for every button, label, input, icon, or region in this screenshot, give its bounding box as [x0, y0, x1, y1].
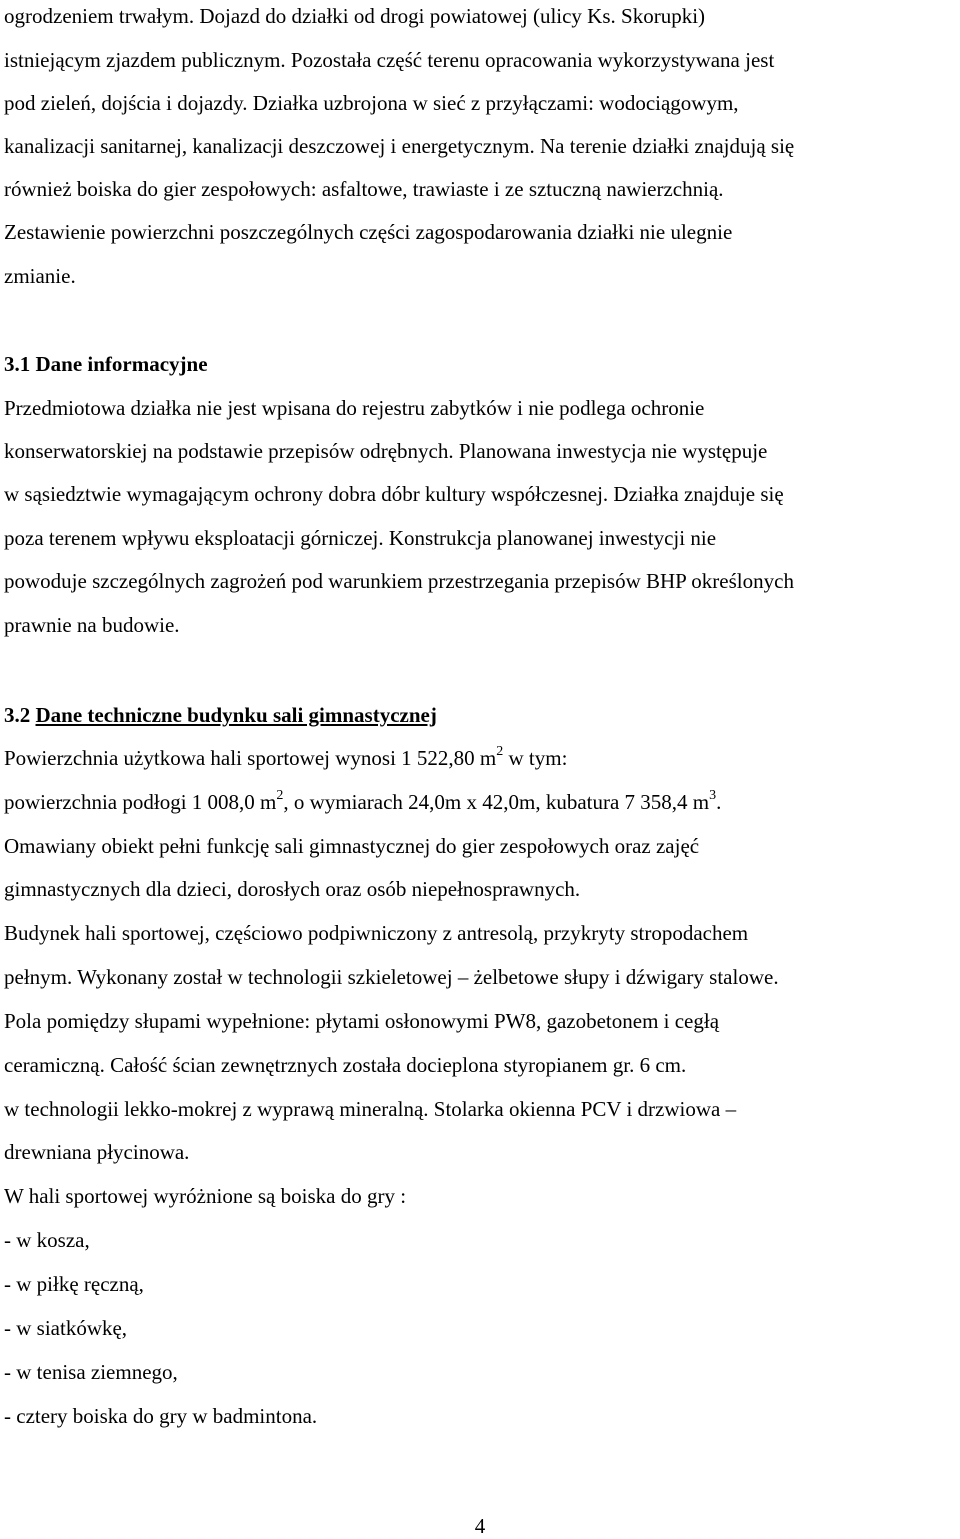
- paragraph-line: pełnym. Wykonany został w technologii szkieletowej – żelbetowe słupy i dźwigary stalowe.: [4, 965, 779, 989]
- paragraph-line: zmianie.: [4, 264, 76, 288]
- page-number: 4: [474, 1514, 486, 1538]
- section-heading: [4, 702, 437, 728]
- paragraph-line: W hali sportowej wyróżnione są boiska do gry :: [4, 1184, 407, 1208]
- floor-text-3: .: [716, 790, 722, 814]
- floor-text-1: powierzchnia podłogi 1 008,0 m: [4, 790, 277, 814]
- heading-number: 3.2: [4, 703, 31, 727]
- paragraph-line: ceramiczną. Całość ścian zewnętrznych została docieplona styropianem gr. 6 cm.: [4, 1053, 687, 1077]
- paragraph-line: drewniana płycinowa.: [4, 1140, 190, 1164]
- list-item: - cztery boiska do gry w badmintona.: [4, 1404, 318, 1428]
- paragraph-line: w technologii lekko-mokrej z wyprawą mineralną. Stolarka okienna PCV i drzwiowa –: [4, 1097, 737, 1121]
- section-heading: 3.1 Dane informacyjne: [4, 352, 208, 376]
- area-line: [4, 745, 567, 771]
- paragraph-line: gimnastycznych dla dzieci, dorosłych oraz osób niepełnosprawnych.: [4, 877, 581, 901]
- paragraph-line: kanalizacji sanitarnej, kanalizacji deszczowej i energetycznym. Na terenie działki znajdują się: [4, 134, 795, 158]
- superscript: 2: [276, 788, 284, 803]
- paragraph-line: prawnie na budowie.: [4, 613, 180, 637]
- paragraph-line: istniejącym zjazdem publicznym. Pozostała część terenu opracowania wykorzystywana jest: [4, 48, 775, 72]
- paragraph-line: poza terenem wpływu eksploatacji górniczej. Konstrukcja planowanej inwestycji nie: [4, 526, 717, 550]
- paragraph-line: również boiska do gier zespołowych: asfaltowe, trawiaste i ze sztuczną nawierzchnią.: [4, 177, 724, 201]
- list-item: - w tenisa ziemnego,: [4, 1360, 178, 1384]
- paragraph-line: Omawiany obiekt pełni funkcję sali gimnastycznej do gier zespołowych oraz zajęć: [4, 834, 700, 858]
- superscript: 3: [709, 788, 717, 803]
- paragraph-line: ogrodzeniem trwałym. Dojazd do działki od drogi powiatowej (ulicy Ks. Skorupki): [4, 4, 706, 28]
- paragraph-line: w sąsiedztwie wymagającym ochrony dobra dóbr kultury współczesnej. Działka znajduje się: [4, 482, 784, 506]
- list-item: - w piłkę ręczną,: [4, 1272, 144, 1296]
- floor-text-2: , o wymiarach 24,0m x 42,0m, kubatura 7 358,4 m: [283, 790, 710, 814]
- floor-line: [4, 789, 721, 815]
- paragraph-line: Pola pomiędzy słupami wypełnione: płytami osłonowymi PW8, gazobetonem i cegłą: [4, 1009, 720, 1033]
- area-text: Powierzchnia użytkowa hali sportowej wynosi 1 522,80 m: [4, 746, 497, 770]
- heading-title: Dane techniczne budynku sali gimnastycznej: [35, 703, 437, 727]
- list-item: - w kosza,: [4, 1228, 90, 1252]
- paragraph-line: pod zieleń, dojścia i dojazdy. Działka uzbrojona w sieć z przyłączami: wodociągowym,: [4, 91, 739, 115]
- list-item: - w siatkówkę,: [4, 1316, 128, 1340]
- paragraph-line: Zestawienie powierzchni poszczególnych części zagospodarowania działki nie ulegnie: [4, 220, 733, 244]
- paragraph-line: Budynek hali sportowej, częściowo podpiwniczony z antresolą, przykryty stropodachem: [4, 921, 749, 945]
- paragraph-line: konserwatorskiej na podstawie przepisów odrębnych. Planowana inwestycja nie występuje: [4, 439, 768, 463]
- paragraph-line: powoduje szczególnych zagrożeń pod warunkiem przestrzegania przepisów BHP określonych: [4, 569, 794, 593]
- area-tail: w tym:: [503, 746, 568, 770]
- paragraph-line: Przedmiotowa działka nie jest wpisana do rejestru zabytków i nie podlega ochronie: [4, 396, 705, 420]
- superscript: 2: [496, 744, 504, 759]
